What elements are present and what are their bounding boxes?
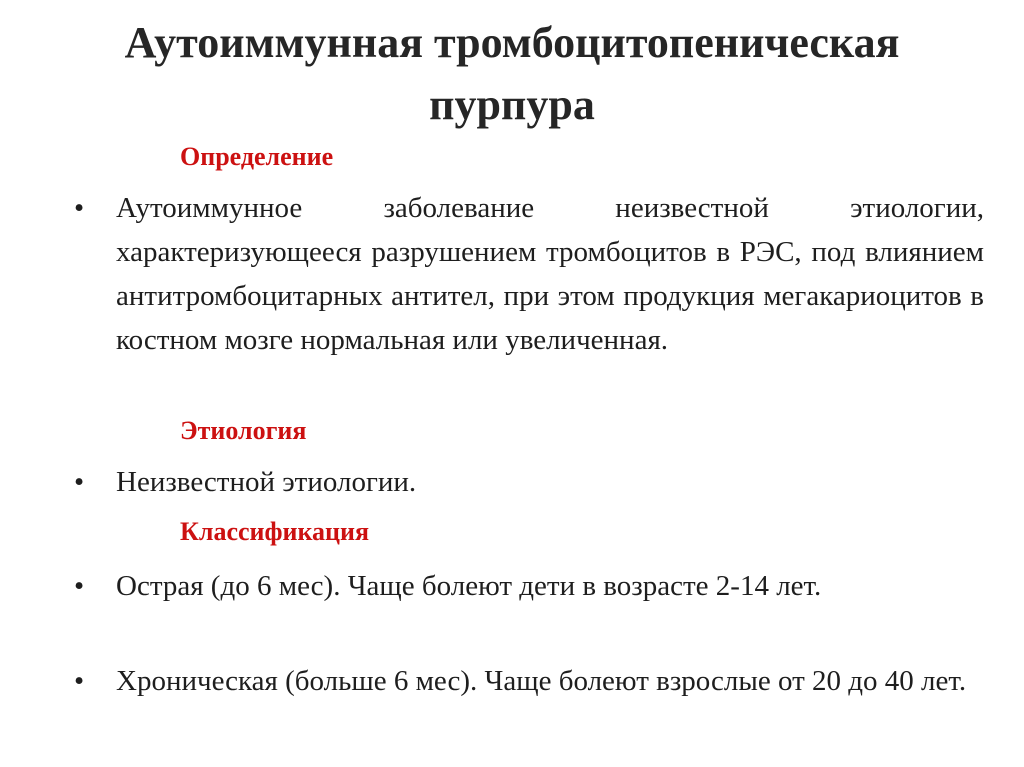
list-item-text: Неизвестной этиологии.	[116, 466, 417, 498]
slide-title: Аутоиммунная тромбоцитопеническая пурпура	[124, 18, 900, 129]
list-item-text: Хроническая (больше 6 мес). Чаще болеют взрослые от 20 до 40 лет.	[116, 665, 967, 697]
list-item	[74, 186, 984, 362]
bullet-icon: •	[74, 466, 85, 498]
bullet-icon: •	[74, 570, 85, 602]
list-item-text: Острая (до 6 мес). Чаще болеют дети в возрасте 2-14 лет.	[116, 570, 822, 602]
bullet-icon: •	[74, 665, 85, 697]
section-heading-definition: Определение	[180, 142, 334, 171]
list-item-text: Аутоиммунное заболевание неизвестной этиологии, характеризующееся разрушением тромбоцитов в РЭС, под влиянием антитромбоцитарных антител, при этом продукция мегакариоцитов в костном мозге нормальная или увеличенная.	[116, 192, 984, 356]
list-item	[74, 564, 984, 608]
bullet-icon: •	[74, 192, 85, 224]
list-item	[74, 460, 984, 504]
list-item	[74, 659, 984, 703]
section-heading-classification: Классификация	[180, 517, 370, 546]
section-heading-etiology: Этиология	[180, 416, 307, 445]
